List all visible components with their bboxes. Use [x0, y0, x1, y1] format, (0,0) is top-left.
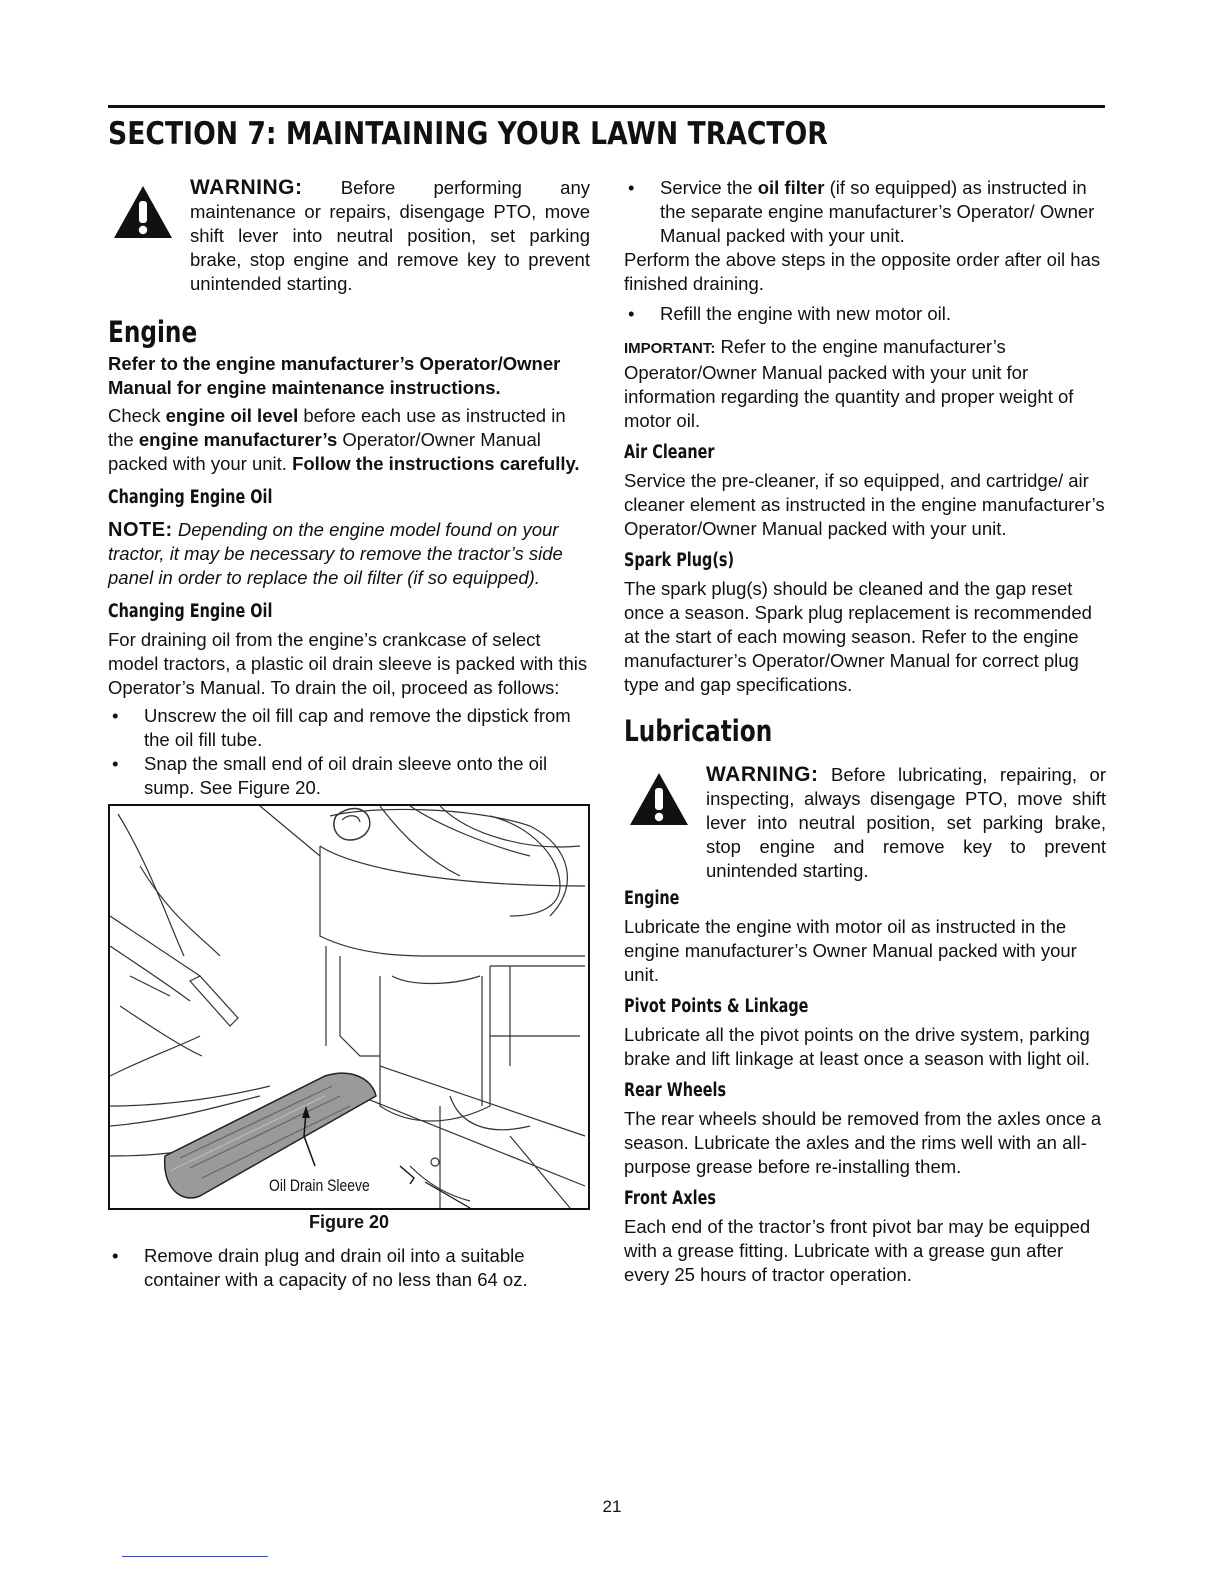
section-title: SECTION 7: MAINTAINING YOUR LAWN TRACTOR [108, 116, 828, 152]
list-item: • Snap the small end of oil drain sleeve onto the oil sump. See Figure 20. [108, 752, 590, 800]
list-item: • Refill the engine with new motor oil. [624, 302, 1106, 326]
list-item: • Unscrew the oil fill cap and remove the dipstick from the oil fill tube. [108, 704, 590, 752]
pivot-points-text: Lubricate all the pivot points on the drive system, parking brake and lift linkage at least once a season with light oil. [624, 1024, 1090, 1069]
warning-text: WARNING: Before performing any maintenance or repairs, disengage PTO, move shift lever into neutral position, set parking brake, stop engine and remove key to prevent unintended starting. [190, 176, 590, 294]
air-cleaner-text: Service the pre-cleaner, if so equipped, and cartridge/ air cleaner element as instructed in the engine manufacturer’s Operator/Owner Manual packed with your unit. [624, 470, 1105, 539]
engine-heading: Engine [108, 315, 198, 349]
warning-label: WARNING: [706, 763, 819, 786]
air-cleaner-heading: Air Cleaner [624, 442, 715, 463]
engine-check-text: Check engine oil level before each use as instructed in the engine manufacturer’s Operator/Owner Manual packed with your unit. Follow the instructions carefully. [108, 405, 580, 474]
page-number: 21 [602, 1497, 622, 1516]
warning-triangle-icon [628, 771, 690, 827]
engine-refer-text: Refer to the engine manufacturer’s Operator/Owner Manual for engine maintenance instructions. [108, 353, 561, 398]
important-label: IMPORTANT: [624, 340, 716, 357]
drain-plug-list [108, 1244, 590, 1292]
note-paragraph: NOTE: Depending on the engine model found on your tractor, it may be necessary to remove the tractor’s side panel in order to replace the oil filter (if so equipped). [108, 519, 563, 588]
pivot-points-heading: Pivot Points & Linkage [624, 996, 809, 1017]
list-item: • Remove drain plug and drain oil into a suitable container with a capacity of no less than 64 oz. [108, 1244, 590, 1292]
lubrication-warning-text: WARNING: Before lubricating, repairing, or inspecting, always disengage PTO, move shift lever into neutral position, set parking brake, stop engine and remove key to prevent unintended starting. [706, 763, 1106, 881]
top-rule [108, 105, 1105, 108]
lubrication-heading: Lubrication [624, 714, 773, 748]
oil-drain-sleeve-callout: Oil Drain Sleeve [269, 1176, 370, 1195]
figure-caption: Figure 20 [308, 1212, 390, 1232]
oil-filter-list [624, 176, 1106, 248]
front-axles-text: Each end of the tractor’s front pivot bar may be equipped with a grease fitting. Lubricate with a grease gun after every 25 hours of tractor operation. [624, 1216, 1091, 1285]
rear-wheels-text: The rear wheels should be removed from the axles once a season. Lubricate the axles and the rims well with an all-purpose grease before re-installing them. [624, 1108, 1102, 1177]
changing-oil-heading-2: Changing Engine Oil [108, 601, 273, 622]
lub-engine-heading: Engine [624, 888, 680, 909]
perform-steps-text: Perform the above steps in the opposite order after oil has finished draining. [624, 249, 1101, 294]
drain-steps-list [108, 704, 590, 800]
refill-list [624, 302, 1106, 326]
note-label: NOTE: [108, 519, 173, 541]
warning-block [108, 176, 590, 296]
changing-oil-heading-1: Changing Engine Oil [108, 487, 273, 508]
spark-plugs-text: The spark plug(s) should be cleaned and the gap reset once a season. Spark plug replacement is recommended at the start of each mowing season. Refer to the engine manufacturer’s Operator/Owner Manual for correct plug type and gap specifications. [624, 578, 1092, 695]
list-item: • Service the oil filter (if so equipped) as instructed in the separate engine manufacturer’s Operator/ Owner Manual packed with your unit. [624, 176, 1106, 248]
lub-engine-text: Lubricate the engine with motor oil as instructed in the engine manufacturer’s Owner Manual packed with your unit. [624, 916, 1077, 985]
spark-plugs-heading: Spark Plug(s) [624, 550, 735, 571]
changing-oil-intro: For draining oil from the engine’s crankcase of select model tractors, a plastic oil drain sleeve is packed with this Operator’s Manual. To drain the oil, proceed as follows: [108, 629, 588, 698]
figure-20-illustration [108, 804, 590, 1210]
warning-triangle-icon [112, 184, 174, 240]
front-axles-heading: Front Axles [624, 1188, 716, 1209]
oil-drain-drawing [110, 806, 588, 1208]
left-column [108, 176, 590, 1292]
footer-link-line [122, 1556, 268, 1557]
important-paragraph: IMPORTANT: Refer to the engine manufacturer’s Operator/Owner Manual packed with your unit for information regarding the quantity and proper weight of motor oil. [624, 336, 1074, 431]
rear-wheels-heading: Rear Wheels [624, 1080, 727, 1101]
warning-label: WARNING: [190, 176, 303, 199]
right-column [624, 176, 1106, 1287]
lubrication-warning-block [624, 763, 1106, 883]
